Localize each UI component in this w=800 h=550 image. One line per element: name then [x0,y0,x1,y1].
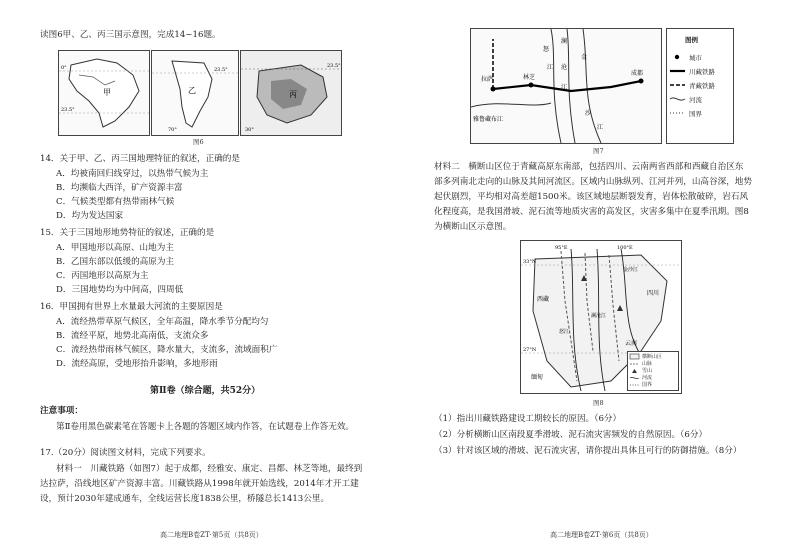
q16-option-c: C．流经热带雨林气候区，降水量大，支流多，流域面积广 [56,345,278,355]
q15-option-d: D．三国地势均为中间高，四周低 [56,285,184,295]
fig8-legend [627,351,679,391]
footer-page-6: 高二地理B卷ZT·第6页（共8页） [550,531,653,539]
q17-line-2: 达拉萨，沿线地区矿产资源丰富。川藏铁路从1998年就开始选线，2014年才开工建 [40,479,359,489]
svg-text:西藏: 西藏 [537,296,550,303]
svg-text:江: 江 [597,124,604,131]
svg-text:林芝: 林芝 [523,74,536,81]
q16-option-a: A．流经热带草原气候区，全年高温，降水季节分配均匀 [56,317,269,327]
q15-option-b: B．乙国东部以低缓的高原为主 [56,257,175,267]
fig7-svg [471,29,661,143]
svg-text:江: 江 [547,64,554,71]
fig6-label-bing: 丙 [289,90,297,99]
q17-line-1: 材料一 川藏铁路（如图7）起于成都，经雅安、康定、昌都、林芝等地，最终到 [56,464,363,474]
fig8-legend-mountain: 山脉 [642,361,653,367]
svg-text:0°: 0° [61,65,67,71]
svg-text:23.5°: 23.5° [327,63,341,69]
fig6-panel-bing [240,50,342,136]
q15-option-a: A．甲国地形以高原、山地为主 [56,243,174,253]
q17-stem: 17.（20分）阅读图文材料，完成下列要求。 [40,448,211,458]
fig8-legend-river: 河流 [642,375,653,381]
fig8-caption: 图8 [593,399,604,407]
fig7-legend-border: 国界 [689,110,702,118]
material2-line-3: 起伏剧烈，平均相对高差超1500米。该区域地层断裂发育，岩体松散破碎，岩石风 [434,192,749,202]
fig7-caption: 图7 [593,147,604,155]
fig8-legend-border: 国界 [642,382,653,388]
svg-text:云南: 云南 [625,340,638,347]
q14-option-d: D．均为发达国家 [56,211,124,221]
material2-line-2: 部多列南北走向的山脉及其间河流区。区域内山脉纵列、江河并列，山高谷深，地势 [434,177,752,187]
fig7-legend-title: 图例 [685,36,698,44]
svg-text:金沙江: 金沙江 [623,267,639,273]
fig7-city-lasa [491,87,496,92]
fig8-legend-region: 横断山区 [642,354,663,360]
fig7-legend-chuanzang: 川藏铁路 [689,68,715,76]
fig7-city-chengdu [639,79,644,84]
fig7-river-lancang [567,29,575,143]
svg-text:缅甸: 缅甸 [531,374,544,381]
svg-text:成都: 成都 [631,70,644,77]
svg-text:怒: 怒 [543,46,550,53]
svg-text:95°E: 95°E [555,245,568,251]
fig6-label-jia: 甲 [103,88,111,97]
fig6-jia-map [59,51,149,135]
fig7-city-linzhi [529,83,534,88]
fig7-legend [666,28,734,144]
svg-text:四川: 四川 [647,290,660,297]
svg-text:100°E: 100°E [617,245,633,251]
fig6-label-yi: 乙 [188,86,196,95]
q17-sub-2: （2）分析横断山区南段夏季滑坡、泥石流灾害频发的自然原因。（6分） [434,430,708,440]
fig6-panel-yi [151,50,239,136]
fig6-caption: 图6 [193,138,204,146]
material2-line-1: 材料二 横断山区位于青藏高原东南部，包括四川、云南两省西部和西藏自治区东 [434,162,744,172]
intro-text: 读图6甲、乙、丙三国示意图，完成14~16题。 [40,30,221,40]
notice-text: 第Ⅱ卷用黑色碳素笔在答题卡上各题的答题区域内作答，在试题卷上作答无效。 [56,422,355,432]
q17-sub-1: （1）指出川藏铁路建设工期较长的原因。（6分） [434,414,622,424]
fig6-bing-map [241,51,341,135]
q14-option-b: B．均濒临大西洋，矿产资源丰富 [56,183,183,193]
svg-text:23.5°: 23.5° [214,67,228,73]
fig6-yi-map [152,51,238,135]
svg-text:金: 金 [581,54,588,61]
fig6-panel-jia [58,50,150,136]
q14-stem: 14．关于甲、乙、丙三国地理特征的叙述，正确的是 [40,154,240,164]
q14-option-c: C．气候类型都有热带雨林气候 [56,197,175,207]
svg-text:拉萨: 拉萨 [481,76,494,83]
fig7-legend-qingzang: 青藏铁路 [689,82,715,90]
q16-option-d: D．流经高原，受地形抬升影响，多地形雨 [56,359,218,369]
fig7-legend-city: 城市 [689,54,702,62]
section2-title: 第Ⅱ卷（综合题，共52分） [150,386,261,396]
svg-text:33°N: 33°N [523,259,537,265]
material2-line-5: 为横断山区示意图。 [434,222,512,232]
svg-text:70°: 70° [168,127,177,133]
notice-title: 注意事项： [40,406,83,416]
fig8-map [520,240,682,394]
q16-stem: 16．甲国拥有世界上水量最大河流的主要原因是 [40,302,223,312]
svg-text:27°N: 27°N [523,347,537,353]
q14-option-a: A．均被南回归线穿过，以热带气候为主 [56,169,209,179]
svg-text:沧: 沧 [561,64,568,71]
fig7-river-nu [551,29,561,143]
svg-text:怒江: 怒江 [559,329,570,335]
svg-text:澜: 澜 [561,38,568,45]
material2-line-4: 化程度高，是我国滑坡、泥石流等地质灾害的高发区，灾害多集中在夏季汛期。图8 [434,207,749,217]
q15-stem: 15．关于三国地形地势特征的叙述，正确的是 [40,228,215,238]
svg-text:雅鲁藏布江: 雅鲁藏布江 [473,116,504,123]
q17-line-3: 设，预计2030年建成通车，全线运营长度1838公里，桥隧总长1413公里。 [40,494,330,504]
fig8-legend-snow: 雪山 [642,368,653,374]
q15-option-c: C．丙国地形以高原为主 [56,271,149,281]
page-6 [400,0,800,550]
fig7-map [470,28,662,144]
legend-city-symbol [675,55,679,59]
svg-text:江: 江 [561,84,568,91]
fig7-legend-river: 河流 [689,96,702,104]
q17-sub-3: （3）针对该区域的滑坡、泥石流灾害，请你提出具体且可行的防御措施。（8分） [434,446,742,456]
svg-text:30°: 30° [245,127,254,133]
fig8-legend-symbols [628,352,642,390]
svg-text:23.5°: 23.5° [61,107,75,113]
legend-river-symbol [670,98,685,100]
fig7-river-yarlung [471,103,551,107]
q16-option-b: B．流经平原，地势北高南低，支流众多 [56,331,209,341]
svg-text:沙: 沙 [585,110,592,117]
footer-page-5: 高二地理B卷ZT·第5页（共8页） [160,531,263,539]
svg-text:澜沧江: 澜沧江 [591,313,607,319]
